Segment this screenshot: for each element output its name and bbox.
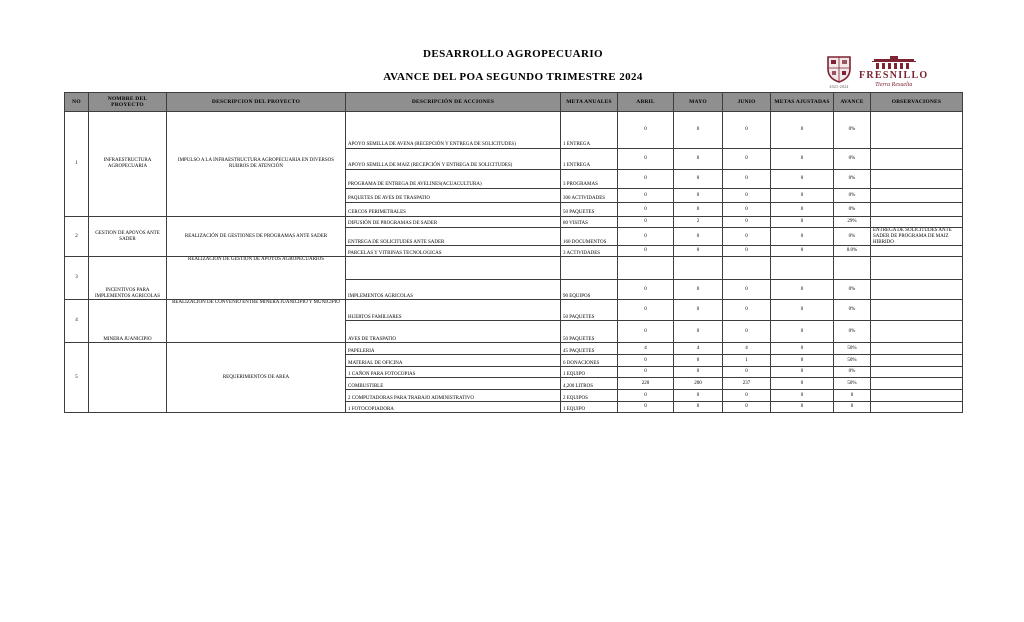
cell-no: 4 bbox=[65, 300, 89, 343]
cell-ajustadas: 0 bbox=[771, 402, 834, 413]
cell-avance: 0% bbox=[834, 228, 871, 246]
cell-junio: 237 bbox=[723, 378, 771, 390]
column-header-3: DESCRIPCIÓN DE ACCIONES bbox=[346, 93, 561, 112]
cell-accion: DIFUSIÓN DE PROGRAMAS DE SADER bbox=[346, 217, 561, 228]
cell-accion: MATERIAL DE OFICINA bbox=[346, 355, 561, 367]
cell-observaciones bbox=[871, 280, 963, 300]
column-header-8: METAS AJUSTADAS bbox=[771, 93, 834, 112]
cell-mayo bbox=[674, 257, 723, 280]
cell-no: 5 bbox=[65, 343, 89, 413]
cell-abril: 220 bbox=[618, 378, 674, 390]
cell-avance: 50% bbox=[834, 343, 871, 355]
cell-avance bbox=[834, 257, 871, 280]
cell-descripcion: REALIZACIÓN DE CONVENIO ENTRE MINERA JUANICIPIO Y MUNICIPIO bbox=[167, 300, 346, 343]
cell-ajustadas: 0 bbox=[771, 189, 834, 203]
cell-ajustadas: 0 bbox=[771, 203, 834, 217]
cell-observaciones bbox=[871, 246, 963, 257]
cell-accion: 1 CAÑON PARA FOTOCOPIAS bbox=[346, 367, 561, 378]
cell-mayo: 0 bbox=[674, 112, 723, 149]
cell-nombre: GESTION DE APOYOS ANTE SADER bbox=[89, 217, 167, 257]
cell-observaciones bbox=[871, 343, 963, 355]
cell-no: 3 bbox=[65, 257, 89, 300]
cell-accion: HUERTOS FAMILIARES bbox=[346, 300, 561, 321]
poa-table bbox=[64, 92, 963, 413]
cell-accion: PAQUETES DE AVES DE TRASPATIO bbox=[346, 189, 561, 203]
cell-mayo: 4 bbox=[674, 343, 723, 355]
cell-abril: 0 bbox=[618, 321, 674, 343]
column-header-5: ABRIL bbox=[618, 93, 674, 112]
cell-junio: 0 bbox=[723, 203, 771, 217]
cell-nombre: INFRAESTRUCTURA AGROPECUARIA bbox=[89, 112, 167, 217]
table-row bbox=[65, 257, 963, 280]
cell-junio: 0 bbox=[723, 112, 771, 149]
cell-ajustadas: 0 bbox=[771, 149, 834, 170]
column-header-10: OBSERVACIONES bbox=[871, 93, 963, 112]
cell-mayo: 0 bbox=[674, 355, 723, 367]
cell-abril: 0 bbox=[618, 203, 674, 217]
cell-meta: 160 DOCUMENTOS bbox=[561, 228, 618, 246]
cell-accion: 2 COMPUTADORAS PARA TRABAJO ADMINISTRATIVO bbox=[346, 390, 561, 402]
cell-observaciones bbox=[871, 367, 963, 378]
table-row bbox=[65, 343, 963, 355]
cell-descripcion: IMPULSO A LA INFRAESTRUCTURA AGROPECUARIA EN DIVERSOS RUBROS DE ATENCIÓN bbox=[167, 112, 346, 217]
cell-accion: APOYO SEMILLA DE AVENA (RECEPCIÓN Y ENTREGA DE SOLICITUDES) bbox=[346, 112, 561, 149]
cell-meta: 6 DONACIONES bbox=[561, 355, 618, 367]
column-header-7: JUNIO bbox=[723, 93, 771, 112]
cell-accion: IMPLEMENTOS AGRICOLAS bbox=[346, 280, 561, 300]
cell-abril: 0 bbox=[618, 402, 674, 413]
cell-junio bbox=[723, 257, 771, 280]
cell-observaciones bbox=[871, 378, 963, 390]
cell-junio: 0 bbox=[723, 217, 771, 228]
cell-junio: 0 bbox=[723, 246, 771, 257]
cell-abril: 0 bbox=[618, 170, 674, 189]
cell-accion: PARCELAS Y VITRINAS TECNOLOGICAS bbox=[346, 246, 561, 257]
municipal-crest-icon bbox=[826, 55, 852, 89]
cell-mayo: 0 bbox=[674, 203, 723, 217]
cell-observaciones bbox=[871, 300, 963, 321]
cell-abril: 0 bbox=[618, 228, 674, 246]
table-row bbox=[65, 217, 963, 228]
cell-observaciones bbox=[871, 257, 963, 280]
cell-accion: PROGRAMA DE ENTREGA DE AVELINES(ACUACULTURA) bbox=[346, 170, 561, 189]
cell-meta: 90 EQUIPOS bbox=[561, 280, 618, 300]
cell-abril: 0 bbox=[618, 112, 674, 149]
cell-abril: 0 bbox=[618, 149, 674, 170]
cell-abril: 4 bbox=[618, 343, 674, 355]
cell-meta: 45 PAQUETES bbox=[561, 343, 618, 355]
cell-meta: 1 ENTREGA bbox=[561, 112, 618, 149]
cell-observaciones: ENTREGA DE SOLICITUDES ANTE SADER DE PROGRAMA DE MAIZ HIBRIDO bbox=[871, 228, 963, 246]
cell-ajustadas: 0 bbox=[771, 228, 834, 246]
cell-abril: 0 bbox=[618, 355, 674, 367]
cell-ajustadas: 0 bbox=[771, 217, 834, 228]
cell-abril: 0 bbox=[618, 189, 674, 203]
cell-meta: 300 ACTIVIDADES bbox=[561, 189, 618, 203]
cell-abril: 0 bbox=[618, 390, 674, 402]
cell-ajustadas: 0 bbox=[771, 367, 834, 378]
cell-observaciones bbox=[871, 149, 963, 170]
cell-avance: 50% bbox=[834, 355, 871, 367]
cell-mayo: 0 bbox=[674, 246, 723, 257]
cell-junio: 0 bbox=[723, 300, 771, 321]
cell-descripcion: REALIZACIÓN DE GESTION DE APOYOS AGROPECUARIOS bbox=[167, 257, 346, 300]
cell-ajustadas: 0 bbox=[771, 378, 834, 390]
cell-abril: 0 bbox=[618, 217, 674, 228]
cell-junio: 0 bbox=[723, 228, 771, 246]
cell-meta: 1 ENTREGA bbox=[561, 149, 618, 170]
fresnillo-wordmark bbox=[859, 56, 929, 88]
cell-ajustadas: 0 bbox=[771, 170, 834, 189]
cell-junio: 0 bbox=[723, 280, 771, 300]
cell-junio: 0 bbox=[723, 402, 771, 413]
cell-observaciones bbox=[871, 355, 963, 367]
cell-observaciones bbox=[871, 203, 963, 217]
cell-avance: 0% bbox=[834, 170, 871, 189]
cell-nombre bbox=[89, 343, 167, 413]
cell-junio: 0 bbox=[723, 170, 771, 189]
column-header-9: AVANCE bbox=[834, 93, 871, 112]
report-subtitle: AVANCE DEL POA SEGUNDO TRIMESTRE 2024 bbox=[383, 71, 643, 83]
cell-meta: 80 VISITAS bbox=[561, 217, 618, 228]
cell-meta: 2 EQUIPOS bbox=[561, 390, 618, 402]
cell-accion: AVES DE TRASPATIO bbox=[346, 321, 561, 343]
fresnillo-logo bbox=[826, 50, 936, 94]
cell-avance: 0% bbox=[834, 203, 871, 217]
cell-avance: 29% bbox=[834, 217, 871, 228]
cell-observaciones bbox=[871, 189, 963, 203]
cell-accion bbox=[346, 257, 561, 280]
cell-mayo: 2 bbox=[674, 217, 723, 228]
cell-meta: 4,200 LITROS bbox=[561, 378, 618, 390]
fresnillo-slogan-label: Tierra Resuelta bbox=[875, 82, 913, 88]
cell-junio: 4 bbox=[723, 343, 771, 355]
cell-avance: 50% bbox=[834, 378, 871, 390]
cell-ajustadas: 0 bbox=[771, 321, 834, 343]
cell-avance: 0 bbox=[834, 390, 871, 402]
cell-observaciones bbox=[871, 390, 963, 402]
cell-avance: 0% bbox=[834, 367, 871, 378]
table-header-row bbox=[65, 93, 963, 112]
crest-years-label: 2021-2024 bbox=[829, 84, 849, 89]
cell-meta bbox=[561, 257, 618, 280]
crest-shield-icon bbox=[826, 55, 852, 83]
cell-ajustadas: 0 bbox=[771, 280, 834, 300]
table-row bbox=[65, 300, 963, 321]
cell-descripcion: REQUERIMIENTOS DE AREA bbox=[167, 343, 346, 413]
cell-mayo: 0 bbox=[674, 228, 723, 246]
cell-avance: 0 bbox=[834, 402, 871, 413]
cell-meta: 50 PAQUETES bbox=[561, 203, 618, 217]
cell-junio: 1 bbox=[723, 355, 771, 367]
cell-avance: 0% bbox=[834, 112, 871, 149]
cell-ajustadas: 0 bbox=[771, 112, 834, 149]
cell-mayo: 0 bbox=[674, 189, 723, 203]
cell-descripcion: REALIZACIÓN DE GESTIONES DE PROGRAMAS ANTE SADER bbox=[167, 217, 346, 257]
column-header-1: NOMBRE DEL PROYECTO bbox=[89, 93, 167, 112]
cell-accion: 1 FOTOCOPIADORA bbox=[346, 402, 561, 413]
cell-abril: 0 bbox=[618, 246, 674, 257]
cell-mayo: 0 bbox=[674, 170, 723, 189]
report-title: DESARROLLO AGROPECUARIO bbox=[422, 48, 604, 60]
cell-avance: 0% bbox=[834, 280, 871, 300]
cell-avance: 0% bbox=[834, 149, 871, 170]
building-icon bbox=[870, 56, 918, 70]
cell-accion: CERCOS PERIMETRALES bbox=[346, 203, 561, 217]
cell-junio: 0 bbox=[723, 390, 771, 402]
cell-mayo: 0 bbox=[674, 280, 723, 300]
cell-accion: APOYO SEMILLA DE MAIZ (RECEPCIÓN Y ENTREGA DE SOLICITUDES) bbox=[346, 149, 561, 170]
cell-mayo: 0 bbox=[674, 367, 723, 378]
cell-mayo: 0 bbox=[674, 321, 723, 343]
cell-mayo: 0 bbox=[674, 402, 723, 413]
cell-junio: 0 bbox=[723, 367, 771, 378]
cell-meta: 50 PAQUETES bbox=[561, 300, 618, 321]
cell-mayo: 200 bbox=[674, 378, 723, 390]
cell-ajustadas: 0 bbox=[771, 246, 834, 257]
cell-abril: 0 bbox=[618, 300, 674, 321]
cell-junio: 0 bbox=[723, 189, 771, 203]
column-header-0: NO bbox=[65, 93, 89, 112]
column-header-6: MAYO bbox=[674, 93, 723, 112]
cell-ajustadas: 0 bbox=[771, 343, 834, 355]
cell-ajustadas: 0 bbox=[771, 355, 834, 367]
cell-junio: 0 bbox=[723, 149, 771, 170]
cell-meta: 3 PROGRAMAS bbox=[561, 170, 618, 189]
cell-abril: 0 bbox=[618, 367, 674, 378]
column-header-4: META ANUALES bbox=[561, 93, 618, 112]
cell-mayo: 0 bbox=[674, 390, 723, 402]
cell-no: 1 bbox=[65, 112, 89, 217]
cell-accion: ENTREGA DE SOLICITUDES ANTE SADER bbox=[346, 228, 561, 246]
table-row bbox=[65, 112, 963, 149]
cell-accion: PAPELERIA bbox=[346, 343, 561, 355]
cell-no: 2 bbox=[65, 217, 89, 257]
cell-observaciones bbox=[871, 321, 963, 343]
cell-accion: COMBUSTIBLE bbox=[346, 378, 561, 390]
cell-observaciones bbox=[871, 217, 963, 228]
cell-abril bbox=[618, 257, 674, 280]
cell-observaciones bbox=[871, 170, 963, 189]
cell-ajustadas: 0 bbox=[771, 390, 834, 402]
cell-avance: 0% bbox=[834, 189, 871, 203]
cell-nombre: INCENTIVOS PARA IMPLEMENTOS AGRICOLAS bbox=[89, 257, 167, 300]
cell-meta: 1 EQUIPO bbox=[561, 402, 618, 413]
cell-observaciones bbox=[871, 402, 963, 413]
cell-mayo: 0 bbox=[674, 149, 723, 170]
cell-ajustadas bbox=[771, 257, 834, 280]
cell-nombre: MINERA JUANICIPIO bbox=[89, 300, 167, 343]
cell-ajustadas: 0 bbox=[771, 300, 834, 321]
cell-meta: 1 EQUIPO bbox=[561, 367, 618, 378]
cell-mayo: 0 bbox=[674, 300, 723, 321]
cell-meta: 3 ACTIVIDADES bbox=[561, 246, 618, 257]
cell-abril: 0 bbox=[618, 280, 674, 300]
cell-avance: 0.0% bbox=[834, 246, 871, 257]
cell-meta: 50 PAQUETES bbox=[561, 321, 618, 343]
cell-junio: 0 bbox=[723, 321, 771, 343]
cell-avance: 0% bbox=[834, 300, 871, 321]
cell-observaciones bbox=[871, 112, 963, 149]
cell-avance: 0% bbox=[834, 321, 871, 343]
fresnillo-name-label: FRESNILLO bbox=[859, 70, 929, 81]
column-header-2: DESCRIPCION DEL PROYECTO bbox=[167, 93, 346, 112]
